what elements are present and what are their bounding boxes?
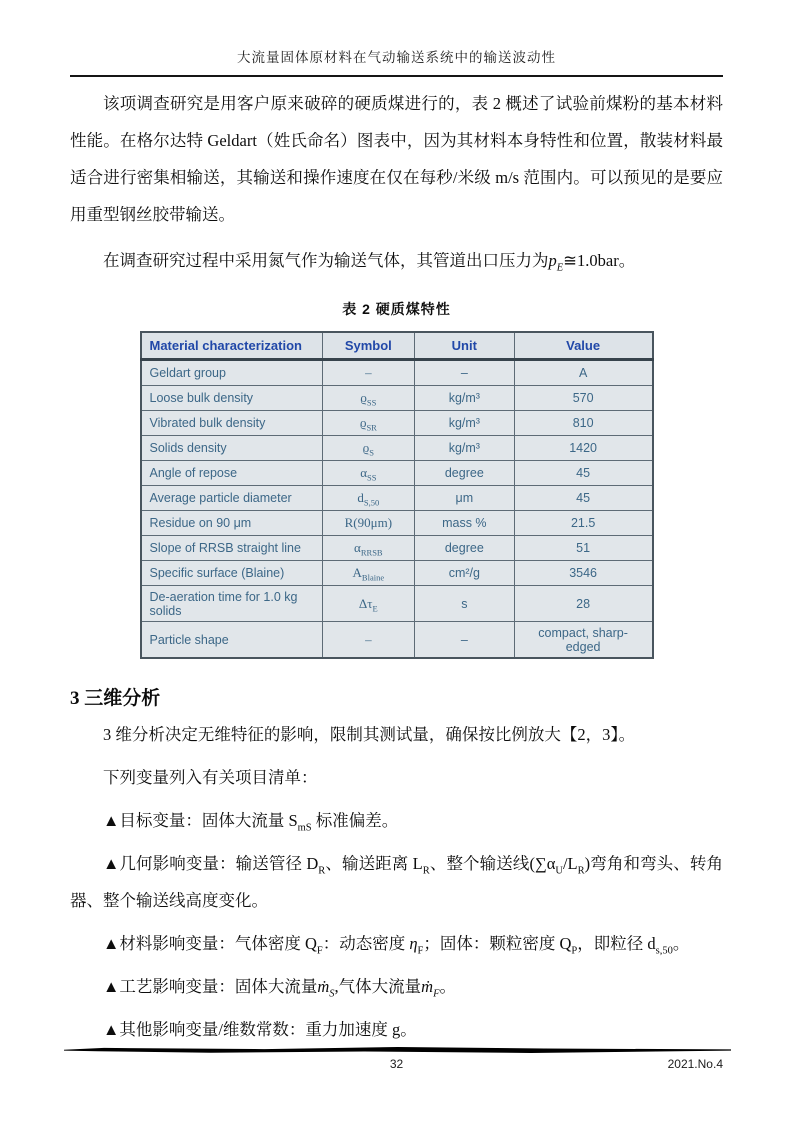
cell-material: Vibrated bulk density	[141, 411, 323, 436]
bullet-other-variable: ▲其他影响变量/维数常数：重力加速度 g。	[103, 1020, 417, 1039]
cell-unit: μm	[414, 486, 514, 511]
cell-value: 810	[514, 411, 652, 436]
cell-unit: kg/m³	[414, 386, 514, 411]
table-row	[141, 561, 653, 586]
cell-symbol: $A_{Blaine}$	[322, 561, 414, 586]
cell-material: Solids density	[141, 436, 323, 461]
column-header-value: Value	[514, 332, 652, 360]
paragraph-intro: 该项调查研究是用客户原来破碎的硬质煤进行的，表 2 概述了试验前煤粉的基本材料性能。在格尔达特 Geldart（姓氏命名）图表中，因为其材料本身特性和位置，散装材料最适合进行密集相输送，其输送和操作速度在仅在每秒/米级 m/s 范围内。可以预见的是要应用重型钢丝胶带输送。	[70, 94, 723, 224]
cell-material: Specific surface (Blaine)	[141, 561, 323, 586]
cell-material: De-aeration time for 1.0 kg solids	[141, 586, 323, 622]
table-row	[141, 536, 653, 561]
table-row	[141, 411, 653, 436]
table-body	[141, 360, 653, 659]
cell-value: A	[514, 360, 652, 386]
section-heading-3d-analysis: 3 三维分析	[70, 688, 161, 709]
cell-unit: s	[414, 586, 514, 622]
cell-value: 45	[514, 461, 652, 486]
cell-unit: degree	[414, 536, 514, 561]
table-header-row	[141, 332, 653, 360]
cell-unit: –	[414, 622, 514, 659]
cell-symbol: $d_{S,50}$	[322, 486, 414, 511]
section3-paragraph-1: 3 维分析决定无维特征的影响，限制其测试量，确保按比例放大【2，3】。	[103, 725, 636, 744]
column-header-unit: Unit	[414, 332, 514, 360]
cell-material: Loose bulk density	[141, 386, 323, 411]
cell-material: Slope of RRSB straight line	[141, 536, 323, 561]
cell-value: 3546	[514, 561, 652, 586]
cell-symbol: –	[322, 360, 414, 386]
table-row	[141, 360, 653, 386]
cell-symbol: $ϱ_S$	[322, 436, 414, 461]
table-row	[141, 436, 653, 461]
cell-symbol: $\alpha_{SS}$	[322, 461, 414, 486]
column-header-symbol: Symbol	[322, 332, 414, 360]
table-row	[141, 486, 653, 511]
cell-value: 21.5	[514, 511, 652, 536]
cell-material: Particle shape	[141, 622, 323, 659]
cell-value: 45	[514, 486, 652, 511]
bullet-geometry-variable: ▲几何影响变量：输送管径 $D_R$、输送距离 $L_R$、整个输送线$(\sum\alpha_U/L_R)$弯角和弯头、转角器、整个输送线高度变化。	[70, 854, 723, 910]
cell-material: Average particle diameter	[141, 486, 323, 511]
bullet-target-variable: ▲目标变量：固体大流量 $S_{mS}$ 标准偏差。	[103, 811, 399, 834]
cell-material: Geldart group	[141, 360, 323, 386]
cell-material: Angle of repose	[141, 461, 323, 486]
cell-symbol: $ϱ_{SS}$	[322, 386, 414, 411]
cell-symbol: R(90μm)	[322, 511, 414, 536]
bullet-process-variable: ▲工艺影响变量：固体大流量ṁ$_S$,气体大流量ṁ$_F$。	[103, 977, 456, 1000]
variable-bullet-list	[70, 802, 723, 1048]
table-row	[141, 386, 653, 411]
cell-unit: kg/m³	[414, 436, 514, 461]
cell-symbol: $\Delta\tau_E$	[322, 586, 414, 622]
cell-material: Residue on 90 μm	[141, 511, 323, 536]
table-row	[141, 586, 653, 622]
cell-value: compact, sharp-edged	[514, 622, 652, 659]
cell-symbol: –	[322, 622, 414, 659]
cell-symbol: $\alpha_{RRSB}$	[322, 536, 414, 561]
material-properties-table	[140, 331, 654, 659]
paragraph-pressure: 在调查研究过程中采用氮气作为输送气体，其管道出口压力为$p_E≅1.0bar$。	[103, 251, 636, 274]
table-row	[141, 622, 653, 659]
header-rule	[70, 75, 723, 77]
page-number: 32	[389, 1057, 404, 1071]
running-head-title: 大流量固体原材料在气动输送系统中的输送波动性	[237, 50, 556, 65]
material-table-wrapper	[140, 331, 654, 659]
cell-symbol: $ϱ_{SR}$	[322, 411, 414, 436]
table-row	[141, 511, 653, 536]
cell-unit: cm²/g	[414, 561, 514, 586]
cell-unit: mass %	[414, 511, 514, 536]
cell-unit: degree	[414, 461, 514, 486]
table-caption: 表 2 硬质煤特性	[342, 301, 451, 317]
cell-value: 570	[514, 386, 652, 411]
cell-value: 28	[514, 586, 652, 622]
issue-label: 2021.No.4	[667, 1057, 723, 1071]
bullet-material-variable: ▲材料影响变量：气体密度 $Q_F$：动态密度 $\eta_F$；固体：颗粒密度 $Q_P$，即粒径 $d_{s,50}$。	[103, 934, 690, 957]
section3-paragraph-2: 下列变量列入有关项目清单：	[103, 768, 318, 787]
cell-value: 1420	[514, 436, 652, 461]
table-row	[141, 461, 653, 486]
cell-unit: kg/m³	[414, 411, 514, 436]
cell-value: 51	[514, 536, 652, 561]
footer	[70, 1057, 723, 1075]
column-header-material: Material characterization	[141, 332, 323, 360]
cell-unit: –	[414, 360, 514, 386]
